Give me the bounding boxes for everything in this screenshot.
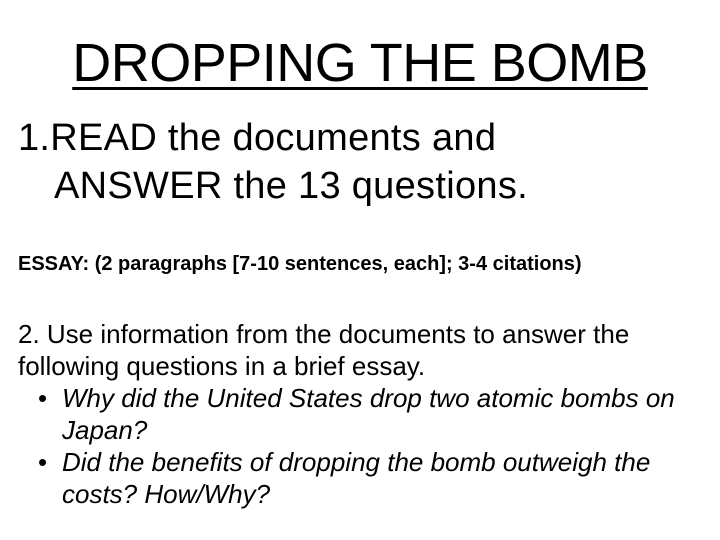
question-text: Why did the United States drop two atomic bombs on Japan? (62, 383, 675, 445)
essay-requirements: ESSAY: (2 paragraphs [7-10 sentences, each]; 3-4 citations) (18, 253, 582, 275)
step-2-text: 2. Use information from the documents to answer the following questions in a brief essay. (18, 319, 630, 381)
question-text: Did the benefits of dropping the bomb outweigh the costs? How/Why? (62, 447, 651, 509)
question-item (18, 446, 708, 510)
step-1-line-2: ANSWER the 13 questions. (54, 165, 528, 207)
step-2-instruction (18, 318, 708, 510)
step-1-number: 1. (18, 117, 51, 159)
step-1-line-1: READ the documents and (50, 117, 497, 159)
slide-title: DROPPING THE BOMB (72, 33, 648, 93)
step-1-instruction (18, 114, 708, 210)
bullet-icon: • (38, 447, 48, 477)
bullet-icon: • (38, 383, 48, 413)
question-list (18, 382, 708, 510)
question-item (18, 382, 708, 446)
